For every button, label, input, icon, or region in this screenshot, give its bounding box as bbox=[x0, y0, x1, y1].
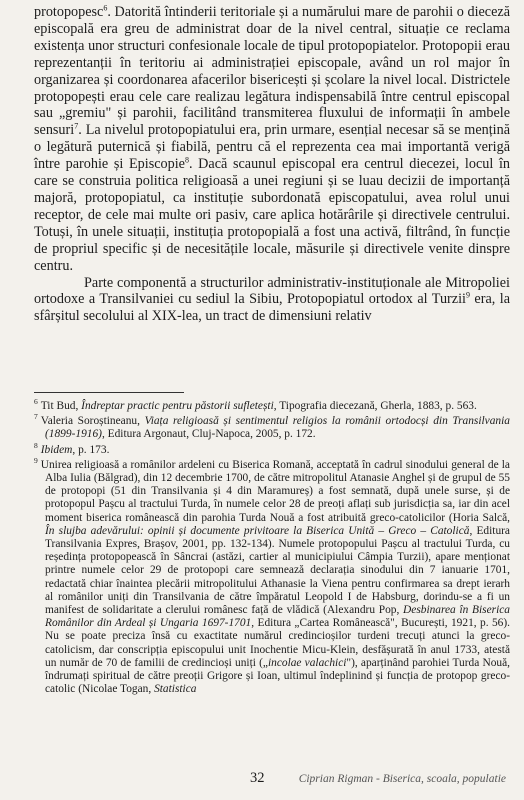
latin-term: incolae valachici bbox=[267, 656, 347, 669]
footnote-number: 7 bbox=[34, 412, 38, 422]
footnote-ref-8[interactable]: 8 bbox=[184, 155, 189, 165]
text-run: . Dacă scaunul episcopal era centrul diecezei, locul în care se construia politica religioasă a unei regiuni și se luau decizii de importanță majoră, protopopiatul, ca instituție subordonată episcopatului, avea rolul unui receptor, de cele mai multe ori pasiv, care aplica hotărârile și directivele centrului. Totuși, în unele situații, instituția protopopială a fost una activă, filtrând, în funcție de propriul specific și de necesitățile locale, măsurile și directivele venite dinspre centru. bbox=[34, 156, 510, 274]
footnote-number: 9 bbox=[34, 456, 38, 466]
book-title: Statistica bbox=[154, 683, 197, 696]
text-run: , p. 173. bbox=[72, 443, 110, 456]
footnote-number: 8 bbox=[34, 440, 38, 450]
text-run: "), aparținând parohiei Turda Nouă, îndrumați spiritual de către preoții Grigore și Ioan, ultimul îndeplinind și funcția de protopop greco-catolic (Nicolae Togan, bbox=[45, 656, 510, 696]
footnote-ref-6[interactable]: 6 bbox=[103, 3, 108, 13]
paragraph-1 bbox=[34, 4, 510, 275]
footnote-ref-9[interactable]: 9 bbox=[465, 290, 470, 300]
footnote-separator bbox=[34, 392, 184, 393]
running-title: Ciprian Rigman - Biserica, scoala, populatie bbox=[298, 773, 506, 785]
page-number: 32 bbox=[250, 770, 265, 786]
text-run: , Editura Transilvania Expres, Brașov, 2001, pp. 132-134). Numele protopopului Pașcu al tractului Turda, cu reședința protopopească în Sâncrai (astăzi, cartier al municipiului Câmpia Turzii), apare menționat printre numele celor 29 de protopopi care semnează declarația sinodului din 7 ianuarie 1701, redactată chiar înaintea plecării mitropolitului Athanasie la Viena pentru confirmarea sa drept ierarh al românilor uniți din Transilvania de către împăratul Leopold I de Habsburg, dorindu-se a fi un manifest de solidaritate a clerului românesc față de vlădică (Alexandru Pop, bbox=[45, 524, 510, 617]
book-title: Îndreptar practic pentru păstorii sufletești bbox=[81, 400, 274, 412]
text-run: Unirea religioasă a românilor ardeleni cu Biserica Romană, acceptată în cadrul sinodului general de la Alba Iulia (Bălgrad), din 12 decembrie 1700, de către mitropolitul Atanasie Anghel și de grupul de 55 de protopopi (51 din Transilvania și 4 din Maramureș) a fost semnată, după unele surse, și de protopopul Pașcu al tractului Turda, în numele celor 28 de preoți aflați sub jurisdicția sa, iar din acel moment biserica românească din parohia Turda Nouă a fost atribuită greco-catolicilor (Horia Salcă, bbox=[40, 458, 510, 524]
text-run: Parte componentă a structurilor administrativ-instituționale ale Mitropoliei ortodoxe a Transilvaniei cu sediul la Sibiu, Protopopiatul ortodox al Turzii bbox=[34, 274, 510, 308]
paragraph-2 bbox=[34, 275, 510, 326]
ibidem: Ibidem bbox=[40, 443, 73, 456]
book-title: Viața religioasă și sentimentul religios la românii ortodocși din Transilvania (1899-1916) bbox=[45, 415, 510, 441]
text-run: , Editura Argonaut, Cluj-Napoca, 2005, p. 172. bbox=[101, 428, 316, 441]
main-text bbox=[34, 4, 510, 325]
text-run: Tit Bud, bbox=[40, 400, 82, 412]
footnote-number: 6 bbox=[34, 397, 38, 407]
footnote-8 bbox=[34, 440, 510, 457]
text-run: , Tipografia diecezană, Gherla, 1883, p. 563. bbox=[273, 400, 477, 412]
book-title: În slujba adevărului: opinii și documente privitoare la Biserica Unită – Greco – Catolică bbox=[45, 524, 470, 537]
book-title: Desbinarea în Biserica Românilor din Ardeal și Ungaria 1697-1701 bbox=[45, 604, 510, 630]
text-run: . La nivelul protopopiatului era, prin urmare, esențial necesar să se mențină o legătură puternică și fiabilă, pentru că el reprezenta cea mai importantă verigă între parohie și Episcopie bbox=[34, 122, 510, 173]
footnote-6 bbox=[34, 397, 510, 413]
text-run: , Editura „Cartea Românească", București, 1921, p. 56). Nu se poate preciza însă cu exactitate numărul credincioșilor turdeni trecuți atunci la greco-catolicism, dar conscripția episcopului unit Inochentie Micu-Klein, desfășurată în anul 1733, atestă un număr de 70 de familii de credincioși uniți („ bbox=[45, 617, 510, 669]
text-run: Valeria Soroștineanu, bbox=[40, 415, 145, 428]
footnote-9 bbox=[34, 456, 510, 697]
text-run: era, la sfârșitul secolului al XIX-lea, un tract de dimensiuni relativ bbox=[34, 291, 510, 325]
footnote-ref-7[interactable]: 7 bbox=[74, 121, 79, 131]
footnote-7 bbox=[34, 412, 510, 441]
footnotes bbox=[34, 397, 510, 698]
text-run: protopopesc bbox=[34, 4, 104, 20]
text-run: . Datorită întinderii teritoriale și a numărului mare de parohii o dieceză episcopală era greu de administrat doar de la nivel central, situație ce reclama existența unor structuri confesionale locale de tipul protopopiatelor. Protopopii erau reprezentanții în teritoriu ai administrației episcopale, având un rol major în organizarea și coordonarea afacerilor bisericești și școlare la nivel local. Districtele protopopești erau cele care realizau legătura indispensabilă între centrul episcopal sau „gremiu" și parohii, facilitând transmiterea fluxului de informații în ambele sensuri bbox=[34, 4, 510, 139]
